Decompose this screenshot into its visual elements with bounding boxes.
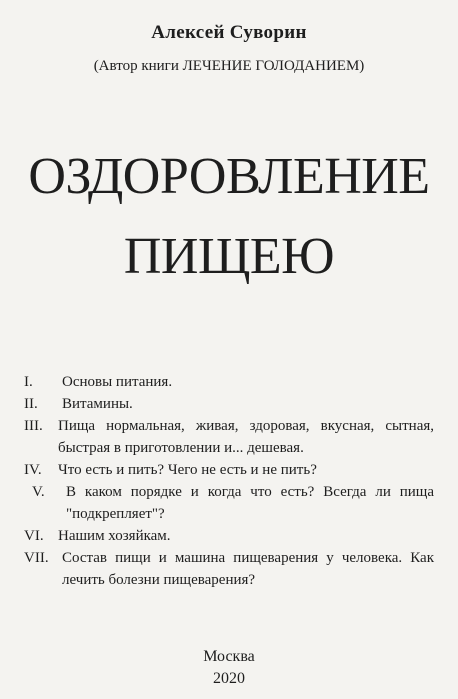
toc-item-3: [24, 415, 434, 459]
toc-item-text: В каком порядке и когда что есть? Всегда ли пища "подкрепляет"?: [66, 484, 434, 522]
toc-item-number: IV.: [24, 462, 42, 478]
toc-item-5: [24, 481, 434, 525]
author-subtitle: (Автор книги ЛЕЧЕНИЕ ГОЛОДАНИЕМ): [93, 58, 365, 74]
book-title-line-1: ОЗДОРОВЛЕНИЕ: [28, 148, 430, 205]
toc-item-number: II.: [24, 396, 38, 412]
toc-item-2: [24, 393, 434, 415]
toc-item-text: Что есть и пить? Чего не есть и не пить?: [58, 462, 317, 478]
toc-item-number: V.: [32, 484, 45, 500]
book-title-line-2: ПИЩЕЮ: [123, 228, 335, 285]
publication-city: Москва: [203, 648, 255, 665]
toc-item-number: VI.: [24, 528, 44, 544]
table-of-contents: [24, 371, 434, 591]
toc-item-7: [24, 547, 434, 591]
toc-item-6: [24, 525, 434, 547]
toc-item-text: Нашим хозяйкам.: [58, 528, 171, 544]
toc-item-number: III.: [24, 418, 43, 434]
author-name: Алексей Суворин: [151, 22, 307, 43]
toc-item-text: Пища нормальная, живая, здоровая, вкусная, сытная, быстрая в приготовлении и... дешевая.: [58, 418, 434, 456]
toc-item-text: Основы питания.: [62, 374, 173, 390]
publication-year: 2020: [213, 670, 245, 687]
toc-item-number: I.: [24, 374, 33, 390]
toc-item-4: [24, 459, 434, 481]
toc-item-1: [24, 371, 434, 393]
toc-item-number: VII.: [24, 550, 49, 566]
toc-item-text: Состав пищи и машина пищеварения у человека. Как лечить болезни пищеварения?: [62, 550, 434, 588]
toc-item-text: Витамины.: [62, 396, 133, 412]
